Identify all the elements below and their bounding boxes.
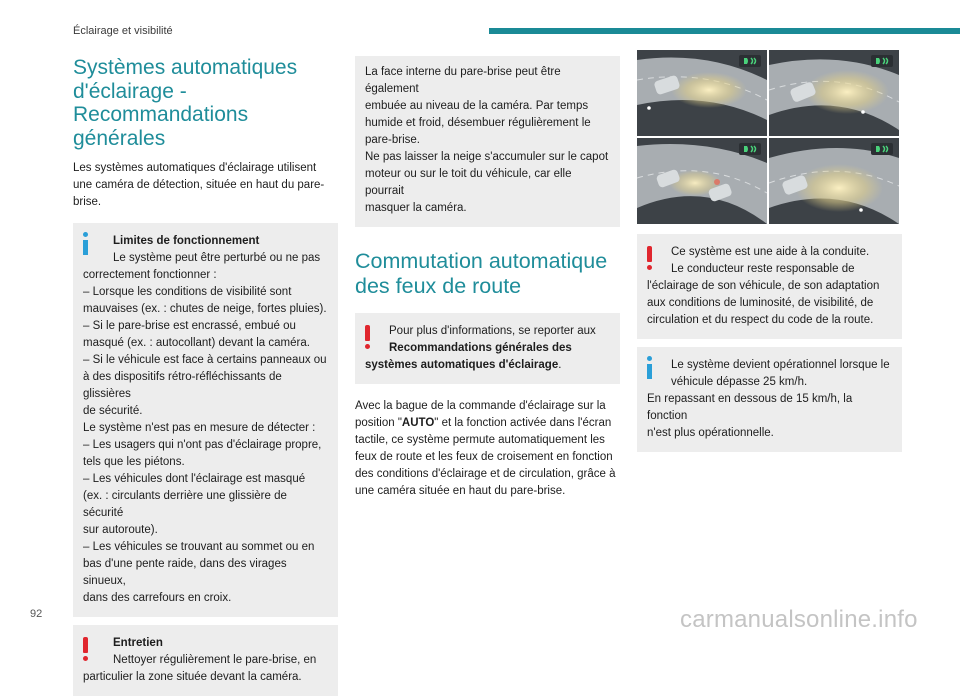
heading-line: d'éclairage - — [73, 79, 187, 103]
box-line: – Les usagers qui n'ont pas d'éclairage propre, — [83, 439, 322, 451]
box-line: tels que les piétons. — [83, 456, 185, 468]
note-box-windscreen — [355, 56, 620, 227]
page-number: 92 — [30, 608, 43, 620]
column-2 — [355, 56, 620, 500]
high-beam-illustration-grid — [637, 50, 899, 224]
box-line: pare-brise. — [365, 134, 420, 146]
auto-position-label: AUTO — [401, 417, 435, 429]
heading-automatic-lighting — [73, 56, 338, 150]
warning-box-see-also — [355, 313, 620, 384]
warning-icon — [365, 325, 370, 341]
illustration-panel — [769, 138, 899, 224]
box-line: dans des carrefours en croix. — [83, 592, 232, 604]
warning-icon — [647, 246, 652, 262]
watermark: carmanualsonline.info — [680, 606, 918, 633]
intro-paragraph: Les systèmes automatiques d'éclairage utilisent une caméra de détection, située en haut du pare-brise. — [73, 162, 325, 208]
box-line-bold: systèmes automatiques d'éclairage — [365, 359, 559, 371]
box-line: Le conducteur reste responsable de — [671, 263, 855, 275]
box-line: embuée au niveau de la caméra. Par temps — [365, 100, 589, 112]
box-line: Ce système est une aide à la conduite. — [671, 246, 870, 258]
heading-automatic-high-beam — [355, 249, 620, 299]
box-line: – Les véhicules dont l'éclairage est masqué — [83, 473, 306, 485]
box-line: – Si le pare-brise est encrassé, embué ou — [83, 320, 296, 332]
box-line: de sécurité. — [83, 405, 143, 417]
box-line: sur autoroute). — [83, 524, 158, 536]
heading-line: Recommandations — [73, 103, 249, 126]
warning-icon — [83, 637, 88, 653]
heading-line: générales — [73, 126, 166, 150]
box-line: masquer la caméra. — [365, 202, 467, 214]
info-box-body — [83, 267, 330, 607]
column-3 — [637, 56, 902, 452]
high-beam-icon — [871, 143, 893, 155]
box-line: l'éclairage de son véhicule, de son adaptation — [647, 280, 880, 292]
box-line: En repassant en dessous de 15 km/h, la fonction — [647, 393, 853, 422]
box-line: – Si le véhicule est face à certains panneaux ou — [83, 354, 327, 366]
info-box-limits — [73, 223, 338, 617]
paragraph-line: une caméra située en haut du pare-brise. — [355, 485, 566, 497]
box-line: Pour plus d'informations, se reporter aux — [389, 325, 596, 337]
paragraph-line: des conditions d'éclairage et de circulation, grâce à — [355, 468, 616, 480]
illustration-panel — [637, 138, 767, 224]
section-title: Éclairage et visibilité — [73, 25, 173, 37]
box-line: à des dispositifs rétro-réfléchissants de glissières — [83, 371, 282, 400]
box-line: bas d'une pente raide, dans des virages sinueux, — [83, 558, 287, 587]
info-box-title: Limites de fonctionnement — [113, 235, 260, 247]
warning-box-title: Entretien — [113, 637, 163, 649]
info-icon — [83, 240, 88, 255]
box-line: Le système devient opérationnel lorsque le — [671, 359, 890, 371]
heading-line: Systèmes automatiques — [73, 56, 298, 79]
box-line: mauvaises (ex. : chutes de neige, fortes pluies). — [83, 303, 327, 315]
text-fragment: position " — [355, 417, 402, 429]
heading-line: des feux de route — [355, 274, 522, 298]
high-beam-icon — [739, 55, 761, 67]
box-line: n'est plus opérationnelle. — [647, 427, 774, 439]
column-1 — [73, 56, 338, 696]
box-line-end: . — [558, 359, 562, 371]
info-icon — [647, 364, 652, 379]
high-beam-icon — [871, 55, 893, 67]
box-line: aux conditions de luminosité, de visibilité, de — [647, 297, 874, 309]
box-line: – Lorsque les conditions de visibilité sont — [83, 286, 292, 298]
box-line: masqué (ex. : autocollant) devant la caméra. — [83, 337, 310, 349]
box-line: humide et froid, désembuer régulièrement le — [365, 117, 591, 129]
info-box-speed — [637, 347, 902, 452]
paragraph-line: Avec la bague de la commande d'éclairage sur la — [355, 400, 606, 412]
paragraph-line — [355, 415, 620, 432]
box-line: Le système n'est pas en mesure de détecter : — [83, 422, 316, 434]
box-line: Le système peut être perturbé ou ne pas — [113, 252, 321, 264]
text-fragment: " et la fonction activée dans l'écran — [434, 417, 612, 429]
box-line: La face interne du pare-brise peut être également — [365, 66, 561, 95]
paragraph-line: feux de route et les feux de croisement en fonction — [355, 451, 613, 463]
warning-box-driver-aid — [637, 234, 902, 339]
high-beam-icon — [739, 143, 761, 155]
box-line: (ex. : circulants derrière une glissière de sécurité — [83, 490, 287, 519]
illustration-panel — [637, 50, 767, 136]
box-line: correctement fonctionner : — [83, 269, 217, 281]
box-line: – Les véhicules se trouvant au sommet ou en — [83, 541, 315, 553]
illustration-panel — [769, 50, 899, 136]
paragraph-line: tactile, ce système permute automatiquement les — [355, 434, 605, 446]
warning-box-maintenance — [73, 625, 338, 696]
heading-line: Commutation automatique — [355, 249, 608, 273]
high-beam-paragraph — [355, 398, 620, 500]
box-line-bold: Recommandations générales des — [389, 342, 572, 354]
header-accent-bar — [489, 28, 960, 34]
box-line: Nettoyer régulièrement le pare-brise, en — [113, 654, 317, 666]
box-line: Ne pas laisser la neige s'accumuler sur le capot — [365, 151, 609, 163]
box-line — [365, 357, 612, 374]
box-line: moteur ou sur le toit du véhicule, car elle pourrait — [365, 168, 572, 197]
box-line: véhicule dépasse 25 km/h. — [671, 376, 808, 388]
box-line: particulier la zone située devant la caméra. — [83, 671, 302, 683]
box-line: circulation et du respect du code de la route. — [647, 314, 874, 326]
